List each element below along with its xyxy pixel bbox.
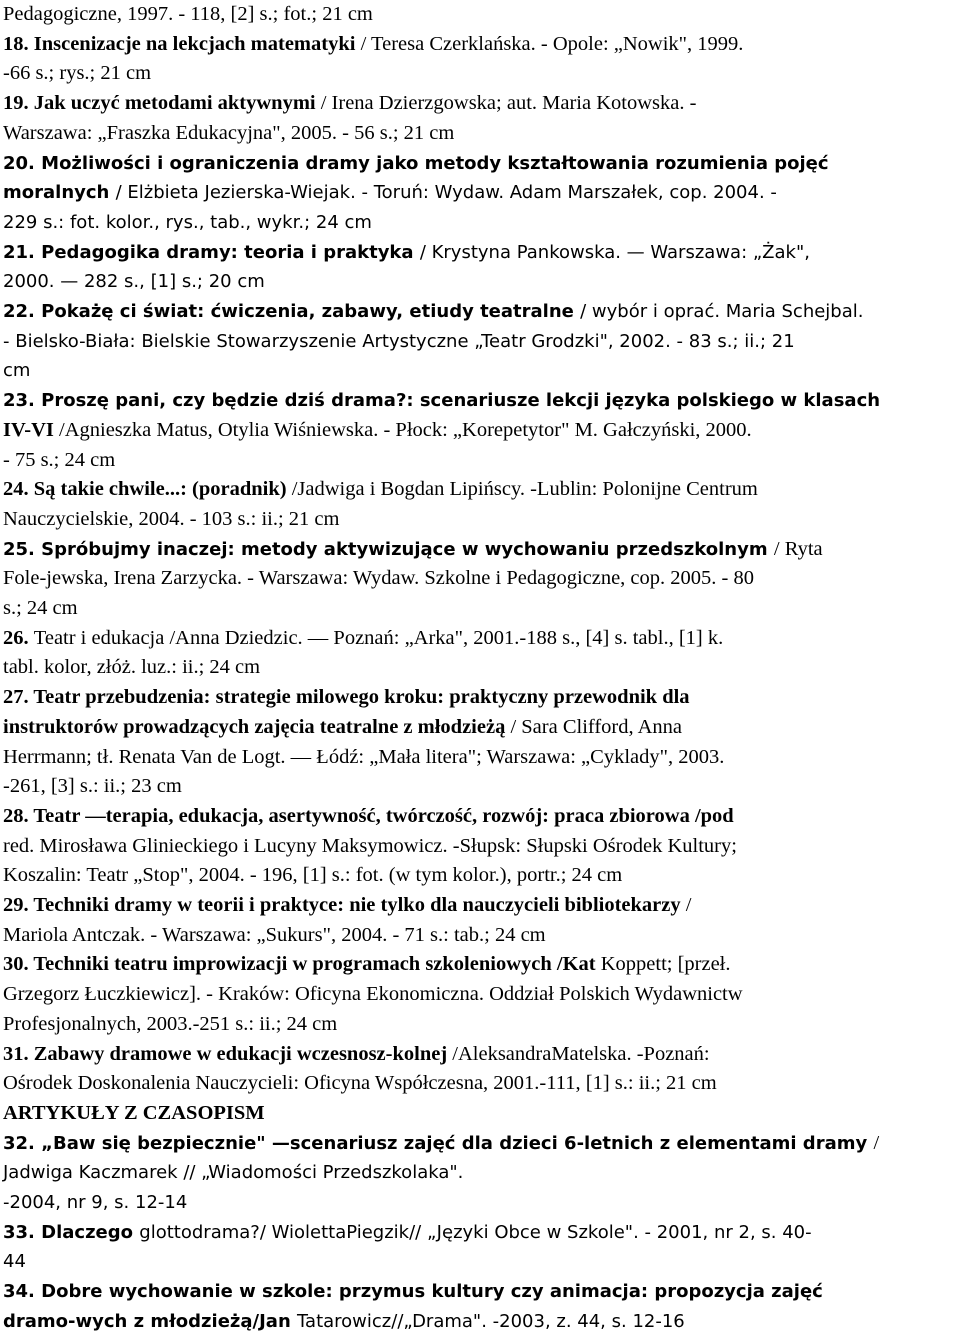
entry-text: / wybór i oprać. Maria Schejbal. (580, 301, 864, 322)
document-line (3, 30, 960, 60)
document-line (3, 1218, 960, 1248)
entry-text: / Krystyna Pankowska. — Warszawa: „Żak", (419, 241, 810, 263)
document-line (3, 832, 960, 862)
entry-title-text: 20. Możliwości i ograniczenia dramy jako metody kształtowania rozumienia pojęć (3, 152, 829, 174)
entry-text: -66 s.; rys.; 21 cm (3, 62, 152, 85)
entry-text: - Bielsko-Biała: Bielskie Stowarzyszenie Artystyczne „Teatr Grodzki", 2002. - 83 s.; ii.; 21 (3, 330, 795, 352)
entry-title-text: instruktorów prowadzących zajęcia teatralne z młodzieżą (3, 715, 511, 738)
document-line (3, 386, 960, 416)
entry-text: Jadwiga Kaczmarek // „Wiadomości Przedszkolaka". (3, 1162, 464, 1184)
document-line (3, 238, 960, 268)
document-line (3, 208, 960, 238)
entry-title-text: 21. Pedagogika dramy: teoria i praktyka (3, 241, 420, 263)
entry-text: Koppett; [przeł. (600, 953, 731, 976)
document-line (3, 861, 960, 891)
document-line (3, 921, 960, 951)
entry-title-text: 22. Pokażę ci świat: ćwiczenia, zabawy, etiudy teatralne (3, 301, 581, 322)
entry-text: Profesjonalnych, 2003.-251 s.: ii.; 24 cm (3, 1012, 338, 1035)
document-line (3, 564, 960, 594)
document-line (3, 178, 960, 208)
document-line (3, 1129, 960, 1159)
document-line (3, 624, 960, 654)
entry-text: Grzegorz Łuczkiewicz]. - Kraków: Oficyna Ekonomiczna. Oddział Polskich Wydawnictw (3, 983, 743, 1006)
document-line (3, 1040, 960, 1070)
entry-text: Koszalin: Teatr „Stop", 2004. - 196, [1] s.: fot. (w tym kolor.), portr.; 24 cm (3, 864, 623, 887)
document-line (3, 119, 960, 149)
document-line (3, 653, 960, 683)
document-line (3, 446, 960, 476)
entry-title-text: 24. Są takie chwile...: (poradnik) (3, 478, 292, 501)
document-line (3, 1158, 960, 1188)
document-line (3, 713, 960, 743)
entry-text: / (873, 1131, 880, 1154)
entry-text: Mariola Antczak. - Warszawa: „Sukurs", 2004. - 71 s.: tab.; 24 cm (3, 923, 546, 946)
document-line (3, 743, 960, 773)
entry-title-text: 27. Teatr przebudzenia: strategie milowego kroku: praktyczny przewodnik dla (3, 686, 690, 709)
document-line (3, 0, 960, 30)
entry-text: /Agnieszka Matus, Otylia Wiśniewska. - Płock: „Korepetytor" M. Gałczyński, 2000. (59, 418, 752, 441)
entry-title-text: moralnych (3, 182, 116, 204)
document-line (3, 416, 960, 446)
entry-text: -261, [3] s.: ii.; 23 cm (3, 775, 182, 798)
entry-title-text: 33. Dlaczego (3, 1221, 140, 1243)
entry-text: Pedagogiczne, 1997. - 118, [2] s.; fot.; 21 cm (3, 3, 373, 25)
document-line (3, 89, 960, 119)
document-line (3, 59, 960, 89)
document-line (3, 356, 960, 386)
document-line (3, 772, 960, 802)
entry-text: cm (3, 360, 31, 382)
entry-text: Teatr i edukacja /Anna Dziedzic. — Poznań: „Arka", 2001.-188 s., [4] s. tabl., [1] k. (33, 626, 724, 649)
entry-title-text: 26. (3, 626, 34, 649)
document-line (3, 297, 960, 327)
entry-title-text: 29. Techniki dramy w teorii i praktyce: nie tylko dla nauczycieli bibliotekarzy (3, 894, 686, 916)
document-line (3, 327, 960, 357)
entry-text: / Teresa Czerklańska. - Opole: „Nowik", 1999. (360, 32, 744, 55)
document-line (3, 594, 960, 624)
entry-text: Fole-jewska, Irena Zarzycka. - Warszawa: Wydaw. Szkolne i Pedagogiczne, cop. 2005. - 80 (3, 567, 754, 590)
entry-text: 44 (3, 1251, 26, 1273)
document-line (3, 505, 960, 535)
document-line (3, 1010, 960, 1040)
entry-title-text: 19. Jak uczyć metodami aktywnymi (3, 92, 321, 115)
entry-title-text: dramo-wych z młodzieżą/Jan (3, 1310, 298, 1332)
document-line (3, 950, 960, 980)
document-line (3, 802, 960, 832)
entry-title-text: 32. „Baw się bezpiecznie" —scenariusz zajęć dla dzieci 6-letnich z elementami dramy (3, 1132, 874, 1154)
entry-title-text: 18. Inscenizacje na lekcjach matematyki (3, 32, 361, 55)
entry-title-text: IV-VI (3, 418, 59, 441)
entry-text: / Irena Dzierzgowska; aut. Maria Kotowska. - (320, 92, 697, 115)
entry-text: / Ryta (773, 537, 823, 560)
document-line (3, 980, 960, 1010)
document-line (3, 1307, 960, 1337)
document-line (3, 1099, 960, 1129)
entry-text: /AleksandraMatelska. -Poznań: (452, 1042, 710, 1065)
document-line (3, 1188, 960, 1218)
entry-text: / (685, 894, 692, 916)
document-line (3, 683, 960, 713)
entry-text: Warszawa: „Fraszka Edukacyjna", 2005. - 56 s.; 21 cm (3, 121, 455, 144)
entry-text: red. Mirosława Glinieckiego i Lucyny Maksymowicz. -Słupsk: Słupski Ośrodek Kultury; (3, 834, 737, 857)
entry-text: / Sara Clifford, Anna (510, 715, 683, 738)
entry-title-text: 30. Techniki teatru improwizacji w programach szkoleniowych /Kat (3, 953, 601, 976)
entry-title-text: ARTYKUŁY Z CZASOPISM (3, 1101, 265, 1124)
entry-text: Ośrodek Doskonalenia Nauczycieli: Oficyna Współczesna, 2001.-111, [1] s.: ii.; 21 cm (3, 1072, 717, 1095)
entry-text: /Jadwiga i Bogdan Lipińscy. -Lublin: Polonijne Centrum (291, 478, 758, 501)
document-line (3, 475, 960, 505)
entry-text: s.; 24 cm (3, 597, 78, 619)
entry-text: 2000. — 282 s., [1] s.; 20 cm (3, 271, 265, 293)
document-line (3, 1247, 960, 1277)
entry-title-text: 31. Zabawy dramowe w edukacji wczesnosz-kolnej (3, 1042, 453, 1065)
entry-text: tabl. kolor, złóż. luz.: ii.; 24 cm (3, 656, 261, 679)
entry-title-text: 34. Dobre wychowanie w szkole: przymus kultury czy animacja: propozycja zajęć (3, 1281, 823, 1303)
document-line (3, 1069, 960, 1099)
entry-text: Nauczycielskie, 2004. - 103 s.: ii.; 21 cm (3, 507, 340, 530)
entry-text: Herrmann; tł. Renata Van de Logt. — Łódź: „Mała litera"; Warszawa: „Cyklady", 2003. (3, 745, 725, 768)
entry-title-text: 23. Proszę pani, czy będzie dziś drama?: scenariusze lekcji języka polskiego w klasach (3, 390, 881, 412)
document-line (3, 535, 960, 565)
document-line (3, 149, 960, 179)
entry-text: - 75 s.; 24 cm (3, 448, 116, 471)
entry-text: Tatarowicz//„Drama". -2003, z. 44, s. 12-16 (297, 1310, 685, 1332)
document-line (3, 267, 960, 297)
entry-text: -2004, nr 9, s. 12-14 (3, 1192, 188, 1213)
document-line (3, 891, 960, 921)
entry-text: glottodrama?/ WiolettaPiegzik// „Języki Obce w Szkole". - 2001, nr 2, s. 40- (139, 1221, 812, 1243)
document-line (3, 1277, 960, 1307)
entry-title-text: 25. Spróbujmy inaczej: metody aktywizujące w wychowaniu przedszkolnym (3, 538, 774, 560)
entry-text: 229 s.: fot. kolor., rys., tab., wykr.; 24 cm (3, 211, 372, 233)
entry-title-text: 28. Teatr —terapia, edukacja, asertywność, twórczość, rozwój: praca zbiorowa /pod (3, 804, 734, 827)
entry-text: / Elżbieta Jezierska-Wiejak. - Toruń: Wydaw. Adam Marszałek, cop. 2004. - (115, 182, 777, 204)
